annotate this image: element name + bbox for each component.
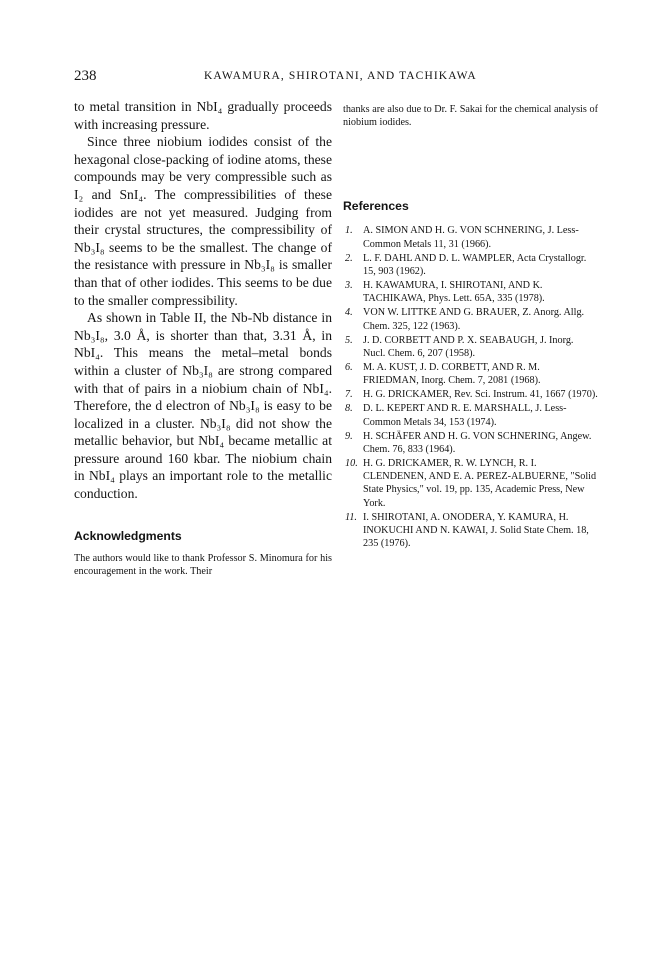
- reference-text: A. SIMON AND H. G. VON SCHNERING, J. Less-Common Metals 11, 31 (1966).: [363, 225, 579, 250]
- reference-text: H. G. DRICKAMER, Rev. Sci. Instrum. 41, 1667 (1970).: [363, 389, 598, 401]
- reference-text: H. SCHÄFER AND H. G. VON SCHNERING, Angew. Chem. 76, 833 (1964).: [363, 430, 592, 455]
- reference-item: [343, 334, 598, 360]
- page-header: [74, 68, 596, 88]
- reference-item: [343, 306, 598, 332]
- reference-number: 9.: [345, 430, 353, 442]
- reference-item: [343, 388, 598, 401]
- reference-item: [343, 224, 598, 250]
- reference-number: 8.: [345, 403, 353, 415]
- reference-text: L. F. DAHL AND D. L. WAMPLER, Acta Crystallogr. 15, 903 (1962).: [363, 252, 587, 277]
- running-title: KAWAMURA, SHIROTANI, AND TACHIKAWA: [204, 70, 477, 82]
- body-text: [74, 98, 332, 503]
- reference-text: VON W. LITTKE AND G. BRAUER, Z. Anorg. Allg. Chem. 325, 122 (1963).: [363, 307, 585, 332]
- reference-number: 1.: [345, 225, 353, 237]
- reference-item: [343, 279, 598, 305]
- reference-item: [343, 430, 598, 456]
- references-heading: References: [343, 199, 409, 214]
- reference-item: [343, 511, 598, 550]
- reference-item: [343, 252, 598, 278]
- reference-item: [343, 457, 598, 510]
- reference-number: 5.: [345, 334, 353, 346]
- left-column: [74, 98, 332, 578]
- reference-text: I. SHIROTANI, A. ONODERA, Y. KAMURA, H. INOKUCHI AND N. KAWAI, J. Solid State Chem. 18, 235 (1976).: [363, 511, 589, 549]
- reference-item: [343, 361, 598, 387]
- page-number: 238: [74, 68, 97, 84]
- reference-text: M. A. KUST, J. D. CORBETT, AND R. M. FRIEDMAN, Inorg. Chem. 7, 2081 (1968).: [363, 361, 541, 387]
- reference-number: 7.: [345, 389, 353, 401]
- acknowledgments-heading: Acknowledgments: [74, 528, 182, 543]
- reference-list: [343, 224, 598, 550]
- acknowledgments-text: The authors would like to thank Professor S. Minomura for his encouragement in the work. Their: [74, 552, 332, 577]
- paragraph-1: to metal transition in NbI₄ gradually proceeds with increasing pressure.: [74, 99, 332, 132]
- reference-text: J. D. CORBETT AND P. X. SEABAUGH, J. Inorg. Nucl. Chem. 6, 207 (1958).: [363, 334, 574, 359]
- reference-text: H. KAWAMURA, I. SHIROTANI, AND K. TACHIKAWA, Phys. Lett. 65A, 335 (1978).: [363, 280, 545, 305]
- right-column: [343, 103, 598, 551]
- reference-number: 3.: [345, 280, 353, 292]
- acknowledgments-continued: thanks are also due to Dr. F. Sakai for the chemical analysis of niobium iodides.: [343, 104, 598, 129]
- reference-number: 6.: [345, 361, 353, 373]
- reference-number: 10.: [345, 458, 358, 470]
- paragraph-3: As shown in Table II, the Nb-Nb distance in Nb₃I₈, 3.0 Å, is shorter than that, 3.31 Å, in NbI₄. This means the metal–metal bonds within a cluster of Nb₃I₈ are strong compared with that of pairs in a niobium chain of NbI₄. Therefore, the d electron of Nb₃I₈ is easy to be localized in a cluster. Nb₃I₈ did not show the metallic behavior, but NbI₄ became metallic at pressure around 160 kbar. The niobium chain in NbI₄ plays an important role to the metallic conduction.: [74, 310, 332, 502]
- reference-item: [343, 402, 598, 428]
- reference-number: 2.: [345, 252, 353, 264]
- paragraph-2: Since three niobium iodides consist of the hexagonal close-packing of iodine atoms, these compounds may be very compressible such as I₂ and SnI₄. The compressibilities of these iodides are not yet measured. Judging from their crystal structures, the compressibility of Nb₃I₈ seems to be the smallest. The change of the resistance with pressure in Nb₃I₈ is smaller than that of other iodides. This seems to be due to the smaller compressibility.: [74, 134, 332, 308]
- reference-text: D. L. KEPERT AND R. E. MARSHALL, J. Less-Common Metals 34, 153 (1974).: [363, 403, 567, 428]
- reference-text: H. G. DRICKAMER, R. W. LYNCH, R. I. CLENDENEN, AND E. A. PEREZ-ALBUERNE, "Solid State Physics," vol. 19, pp. 135, Academic Press, New York.: [363, 458, 597, 509]
- reference-number: 4.: [345, 307, 353, 319]
- reference-number: 11.: [345, 511, 357, 523]
